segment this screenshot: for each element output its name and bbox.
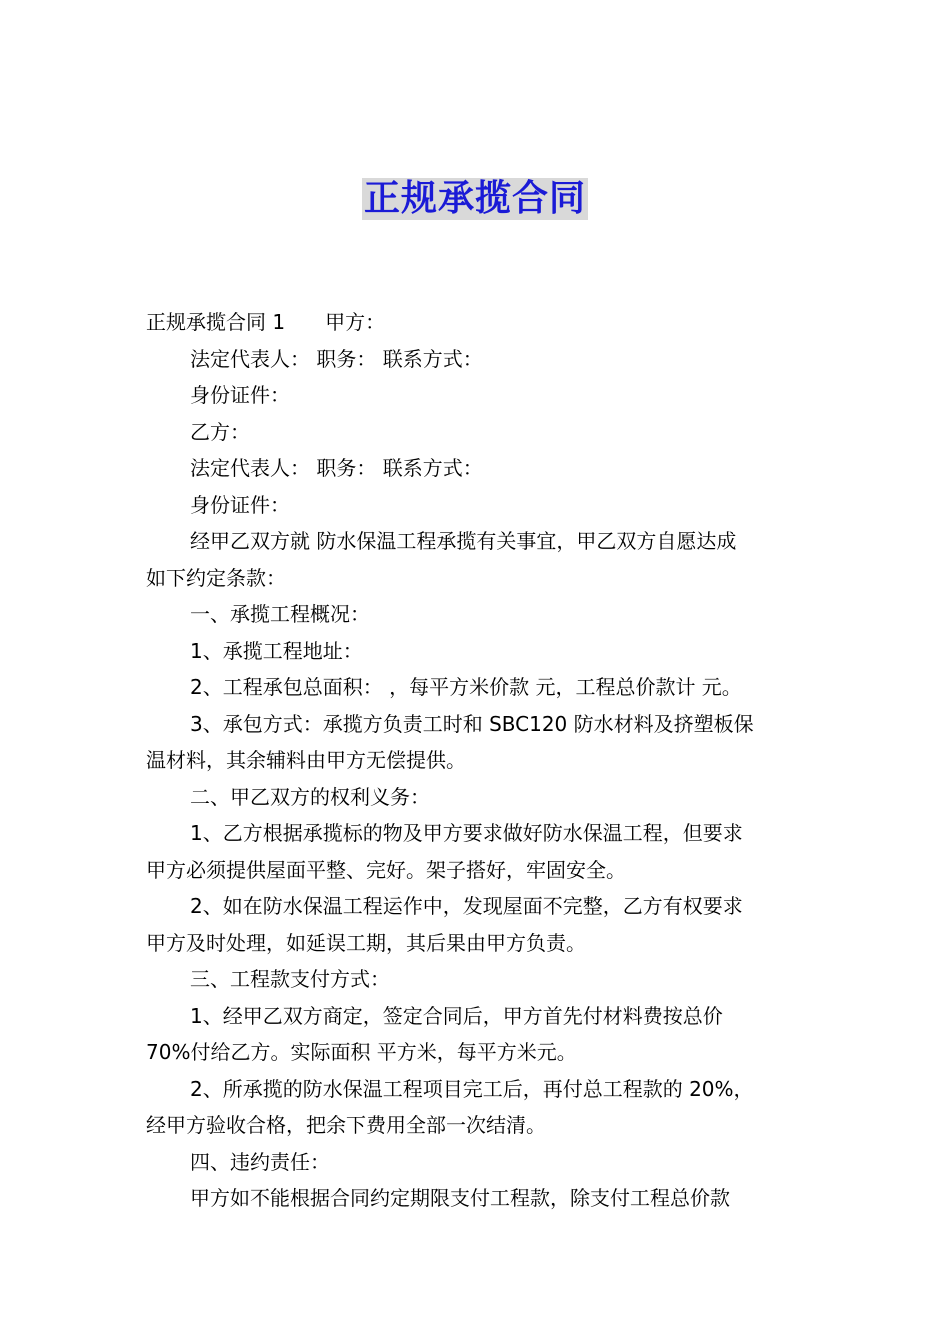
paragraph-line: 经甲方验收合格，把余下费用全部一次结清。 [146,1113,546,1137]
contract-body [146,304,806,1217]
section-heading: 二、甲乙双方的权利义务： [190,784,430,809]
paragraph-line: 甲方如不能根据合同约定期限支付工程款，除支付工程总价款 [190,1186,730,1210]
paragraph-line: 法定代表人： 职务： 联系方式： [190,346,483,371]
paragraph-line: 甲方及时处理，如延误工期，其后果由甲方负责。 [146,930,586,955]
paragraph-line: 3、承包方式：承揽方负责工时和 SBC120 防水材料及挤塑板保 [190,711,754,736]
title-block [0,178,950,220]
section-heading: 四、违约责任： [190,1149,330,1174]
paragraph-line: 如下约定条款： [146,565,286,590]
paragraph-line: 70%付给乙方。实际面积 平方米，每平方米元。 [146,1040,577,1064]
paragraph-line: 2、如在防水保温工程运作中，发现屋面不完整，乙方有权要求 [190,894,743,918]
document-title: 正规承揽合同 [363,178,586,219]
section-heading: 三、工程款支付方式： [190,967,390,991]
paragraph-line: 1、承揽工程地址： [190,638,363,663]
paragraph-line: 1、经甲乙双方商定，签定合同后，甲方首先付材料费按总价 [190,1003,723,1028]
paragraph-line: 2、工程承包总面积： ，每平方米价款 元，工程总价款计 元。 [190,675,742,699]
paragraph-line: 身份证件： [190,383,290,407]
paragraph-line [146,304,806,341]
paragraph-line: 法定代表人： 职务： 联系方式： [190,456,483,480]
paragraph-line: 身份证件： [190,492,290,517]
section-heading: 一、承揽工程概况： [190,602,370,626]
line-text: 正规承揽合同 1 [146,310,286,334]
party-a-label: 甲方： [325,310,386,334]
paragraph-line: 经甲乙双方就 防水保温工程承揽有关事宜，甲乙双方自愿达成 [190,529,737,553]
paragraph-line: 温材料，其余辅料由甲方无偿提供。 [146,748,466,772]
paragraph-line: 乙方： [190,419,250,444]
paragraph-line: 1、乙方根据承揽标的物及甲方要求做好防水保温工程，但要求 [190,821,743,845]
paragraph-line: 2、所承揽的防水保温工程项目完工后，再付总工程款的 20%， [190,1076,754,1101]
paragraph-line: 甲方必须提供屋面平整、完好。架子搭好，牢固安全。 [146,857,626,882]
